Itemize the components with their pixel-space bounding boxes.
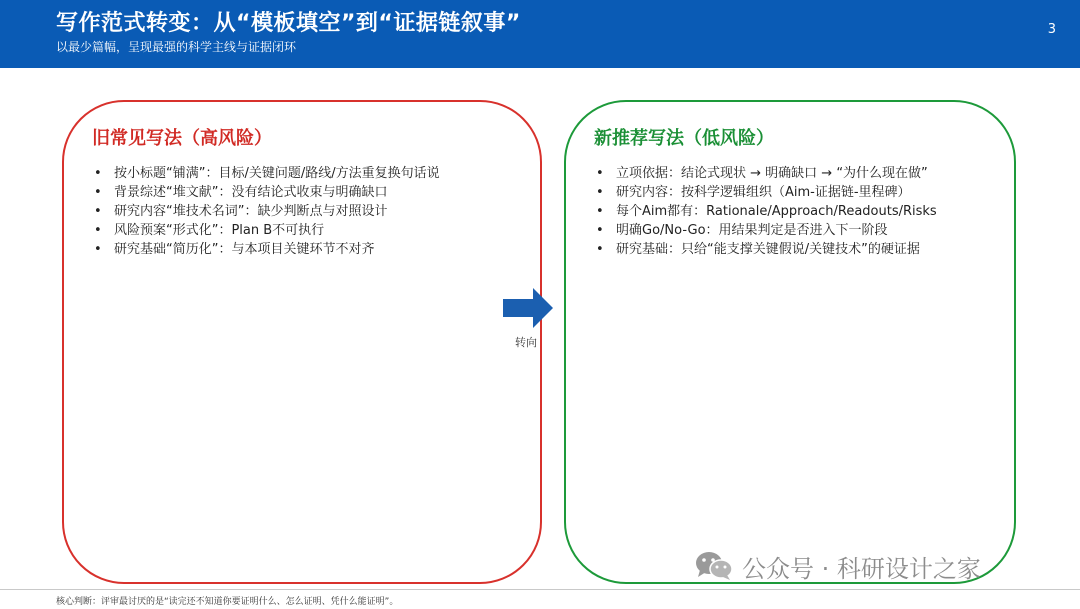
list-item (594, 240, 937, 259)
watermark-text: 公众号 · 科研设计之家 (742, 554, 981, 583)
page-number: 3 (1047, 22, 1056, 37)
slide-header (0, 0, 1080, 68)
list-item (92, 240, 440, 259)
list-item-text: 研究内容：按科学逻辑组织（Aim-证据链-里程碑） (616, 185, 911, 200)
footer-divider (0, 589, 1080, 590)
bullet-icon: • (596, 204, 604, 219)
list-item (92, 164, 440, 183)
old-approach-panel (62, 100, 542, 584)
bullet-icon: • (94, 242, 102, 257)
new-approach-heading: 新推荐写法（低风险） (594, 128, 774, 149)
list-item (594, 164, 937, 183)
list-item (92, 202, 440, 221)
list-item-text: 背景综述“堆文献”：没有结论式收束与明确缺口 (114, 185, 388, 200)
bullet-icon: • (596, 223, 604, 238)
slide-title: 写作范式转变：从“模板填空”到“证据链叙事” (56, 11, 521, 36)
list-item (594, 202, 937, 221)
right-arrow-icon (503, 288, 553, 328)
bullet-icon: • (94, 204, 102, 219)
footer-note: 核心判断：评审最讨厌的是“读完还不知道你要证明什么、怎么证明、凭什么能证明”。 (56, 597, 399, 607)
list-item (594, 221, 937, 240)
list-item-text: 立项依据：结论式现状 → 明确缺口 → “为什么现在做” (616, 166, 928, 181)
list-item-text: 明确Go/No-Go：用结果判定是否进入下一阶段 (616, 223, 888, 238)
list-item (92, 183, 440, 202)
bullet-icon: • (596, 242, 604, 257)
list-item (92, 221, 440, 240)
list-item-text: 每个Aim都有：Rationale/Approach/Readouts/Risks (616, 204, 937, 219)
arrow-label: 转向 (515, 336, 537, 349)
old-approach-list (92, 164, 440, 259)
wechat-icon (694, 550, 734, 582)
bullet-icon: • (94, 166, 102, 181)
list-item-text: 研究基础：只给“能支撑关键假说/关键技术”的硬证据 (616, 242, 920, 257)
watermark (694, 548, 981, 584)
list-item-text: 研究内容“堆技术名词”：缺少判断点与对照设计 (114, 204, 388, 219)
list-item-text: 研究基础“简历化”：与本项目关键环节不对齐 (114, 242, 375, 257)
list-item-text: 风险预案“形式化”：Plan B不可执行 (114, 223, 325, 238)
new-approach-list (594, 164, 937, 259)
list-item (594, 183, 937, 202)
bullet-icon: • (596, 166, 604, 181)
bullet-icon: • (596, 185, 604, 200)
new-approach-panel (564, 100, 1016, 584)
bullet-icon: • (94, 185, 102, 200)
old-approach-heading: 旧常见写法（高风险） (92, 128, 272, 149)
slide-subtitle: 以最少篇幅，呈现最强的科学主线与证据闭环 (56, 40, 297, 54)
list-item-text: 按小标题“铺满”：目标/关键问题/路线/方法重复换句话说 (114, 166, 440, 181)
bullet-icon: • (94, 223, 102, 238)
